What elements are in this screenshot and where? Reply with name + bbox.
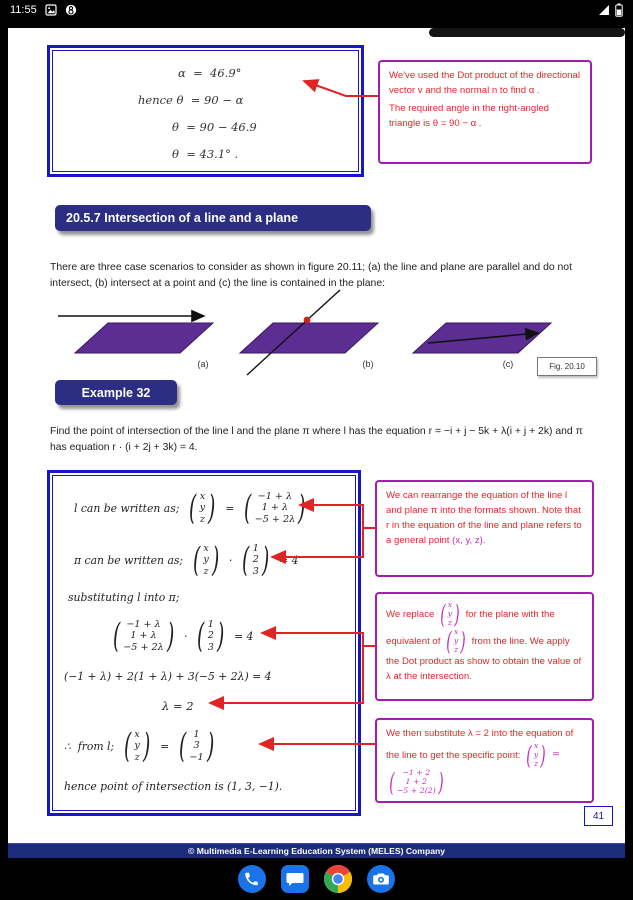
- vector-entry: x: [447, 600, 453, 609]
- app-notification-icon: [65, 4, 77, 16]
- paren-open-icon: (: [389, 767, 395, 797]
- vector-entry: z: [447, 617, 453, 627]
- vector-entry: 2: [207, 630, 214, 642]
- paren-close-icon: ): [540, 740, 546, 770]
- paren-close-icon: ): [206, 726, 214, 766]
- note-rearrange-equations: [375, 480, 594, 577]
- column-vector-xyz: [438, 601, 462, 628]
- note-text: for the plane with the equivalent of: [386, 608, 555, 647]
- intro-paragraph: There are three case scenarios to consider as shown in figure 20.11; (a) the line and plane are parallel and do not intersect, (b) intersect at a point and (c) the line is contained in the plane:: [50, 262, 572, 289]
- plane-a: [75, 323, 213, 353]
- math-line: λ = 2: [162, 699, 194, 713]
- vector-entry: 1 + 2: [405, 776, 427, 786]
- solution-line-substitute: [68, 591, 179, 604]
- vector-entry: x: [533, 740, 539, 750]
- paren-open-icon: (: [440, 599, 446, 629]
- paren-close-icon: ): [216, 616, 225, 656]
- status-right: [598, 3, 623, 17]
- vector-entry: −1: [189, 751, 204, 763]
- math-line: α = 46.9°: [178, 66, 242, 80]
- vector-entry: z: [203, 565, 209, 577]
- signal-icon: [598, 4, 610, 16]
- math-label: substituting l into π;: [68, 591, 180, 604]
- footer-text: © Multimedia E-Learning Education System (MELES) Company: [187, 846, 445, 856]
- note-text: We replace: [386, 608, 438, 620]
- dock: [0, 858, 633, 900]
- equals-four: = 4: [279, 553, 299, 567]
- figure-label-b: (b): [362, 359, 374, 369]
- paren-open-icon: (: [124, 726, 132, 766]
- equals-sign: =: [552, 748, 561, 760]
- solution-line-conclusion: [64, 780, 282, 793]
- paren-open-icon: (: [242, 540, 250, 580]
- paren-close-icon: ): [211, 540, 220, 580]
- note-point: (x, y, z).: [452, 534, 486, 546]
- dot-operator: ·: [184, 629, 188, 643]
- vector-entry: z: [134, 751, 140, 763]
- paren-open-icon: (: [244, 488, 252, 528]
- vector-entry: 1: [207, 619, 214, 631]
- math-line: hence point of intersection is (1, 3, −1).: [64, 780, 283, 793]
- clock: 11:55: [10, 4, 37, 16]
- status-bar: [0, 0, 633, 20]
- vector-entry: y: [447, 608, 453, 618]
- column-vector-xyz: [524, 742, 548, 769]
- dot-operator: ·: [229, 553, 233, 567]
- section-title: 20.5.7 Intersection of a line and a plane: [66, 211, 299, 225]
- vector-entry: x: [453, 626, 459, 636]
- vector-entry: x: [134, 729, 140, 741]
- messages-app-icon[interactable]: [280, 864, 310, 894]
- page-number-box: [584, 806, 613, 826]
- paren-close-icon: ): [460, 626, 466, 656]
- note-dot-product-angle: [378, 60, 592, 164]
- screenshot-notification-icon: [45, 4, 57, 16]
- vector-entry: 1 + λ: [130, 630, 157, 642]
- note-text: We then substitute λ = 2 into the equation of the line to get the specific point:: [386, 728, 574, 761]
- paren-open-icon: (: [446, 626, 452, 656]
- column-vector-result: [176, 726, 217, 766]
- equals-sign: =: [225, 501, 235, 515]
- math-line: (−1 + λ) + 2(1 + λ) + 3(−5 + 2λ) = 4: [64, 670, 272, 683]
- column-vector-normal: [194, 616, 227, 656]
- column-vector-line: [110, 616, 177, 656]
- battery-icon: [615, 3, 623, 17]
- paren-close-icon: ): [166, 616, 175, 656]
- paren-open-icon: (: [193, 540, 201, 580]
- solution-box: [47, 470, 361, 816]
- math-label: π can be written as;: [74, 553, 184, 567]
- vector-entry: 1: [193, 729, 200, 741]
- chrome-app-icon[interactable]: [323, 864, 353, 894]
- vector-entry: 3: [252, 565, 259, 577]
- vector-entry: z: [533, 758, 539, 768]
- paren-close-icon: ): [454, 599, 460, 629]
- column-vector-xyz: [121, 726, 153, 766]
- paren-close-icon: ): [261, 540, 270, 580]
- vector-entry: z: [199, 513, 205, 525]
- figure-label-a: (a): [197, 359, 209, 369]
- solution-line-point: [64, 726, 217, 766]
- vector-entry: x: [199, 491, 206, 503]
- vector-entry: −1 + 2: [402, 767, 431, 777]
- equals-four: = 4: [234, 629, 254, 643]
- vector-entry: y: [134, 740, 140, 752]
- vector-entry: 1: [252, 543, 259, 555]
- math-line: hence θ = 90 − α: [138, 93, 244, 107]
- intersection-point-dot: [304, 317, 311, 324]
- paren-open-icon: (: [526, 740, 532, 770]
- example-header: [55, 380, 177, 405]
- column-vector-xyz: [190, 540, 222, 580]
- note-text: We've used the Dot product of the directional vector v and the normal n to find α .: [389, 70, 580, 96]
- vector-entry: y: [203, 554, 209, 566]
- note-text: The required angle in the right-angled triangle is θ = 90 − α .: [389, 102, 550, 129]
- paren-close-icon: ): [208, 488, 216, 528]
- vector-entry: −5 + 2(2): [396, 785, 436, 795]
- paren-close-icon: ): [298, 488, 306, 528]
- vector-entry: −1 + λ: [126, 619, 161, 631]
- column-vector-final: [387, 769, 446, 796]
- column-vector-xyz: [186, 488, 218, 528]
- document-page: [8, 28, 625, 858]
- figure-caption: Fig. 20.10: [549, 362, 585, 371]
- status-left: [10, 4, 77, 16]
- paren-open-icon: (: [197, 616, 205, 656]
- paren-open-icon: (: [112, 616, 121, 656]
- paren-close-icon: ): [142, 726, 151, 766]
- note-text: from the line. We apply the Dot product as show to obtain the value of λ at the intersection.: [386, 635, 582, 682]
- example-title: Example 32: [81, 385, 151, 400]
- vector-entry: −1 + λ: [257, 491, 293, 503]
- math-label: ∴ from l;: [64, 739, 115, 753]
- phone-app-icon[interactable]: [237, 864, 267, 894]
- figure-line-plane-cases: [38, 283, 613, 383]
- math-line: θ = 43.1° .: [172, 147, 239, 161]
- vector-entry: −5 + 2λ: [123, 641, 164, 653]
- vector-entry: x: [203, 543, 209, 555]
- vector-entry: −5 + 2λ: [254, 513, 296, 525]
- vector-entry: y: [199, 502, 206, 514]
- page-number: 41: [592, 810, 605, 822]
- paren-close-icon: ): [437, 767, 444, 797]
- vector-entry: 3: [207, 641, 214, 653]
- note-substitute-lambda: [375, 718, 594, 803]
- footer-bar: [8, 843, 625, 858]
- column-vector-xyz: [444, 628, 468, 655]
- vector-entry: y: [453, 635, 459, 645]
- note-replace-and-dot-product: [375, 592, 594, 701]
- equals-sign: =: [160, 739, 170, 753]
- solution-line-pi: [74, 540, 299, 580]
- solution-line-expanded: [64, 670, 271, 683]
- paren-open-icon: (: [179, 726, 187, 766]
- solution-line-dot-product: [110, 616, 254, 656]
- vector-entry: z: [453, 644, 459, 654]
- plane-b: [240, 323, 378, 353]
- math-line: θ = 90 − 46.9: [172, 120, 257, 134]
- figure-caption-box: [537, 357, 597, 376]
- derivation-box: [47, 45, 364, 177]
- solution-line-l: [74, 488, 308, 528]
- vector-entry: y: [533, 749, 539, 759]
- math-label: l can be written as;: [74, 501, 180, 515]
- section-header: [55, 205, 371, 231]
- paren-open-icon: (: [189, 488, 197, 528]
- vector-entry: 1 + λ: [261, 502, 289, 514]
- column-vector-normal: [239, 540, 272, 580]
- figure-label-c: (c): [502, 359, 514, 369]
- vector-entry: 3: [193, 740, 200, 752]
- column-vector-line: [241, 488, 308, 528]
- problem-statement: Find the point of intersection of the line l and the plane π where l has the equation r = −i + j − 5k + λ(i + j + 2k) and π has equation r · (i + 2j + 3k) = 4.: [50, 426, 583, 453]
- scrollbar[interactable]: [429, 28, 625, 37]
- camera-app-icon[interactable]: [366, 864, 396, 894]
- solution-line-lambda: [162, 699, 194, 713]
- note-text: We can rearrange the equation of the line l and plane π into the formats shown. Note that r in the equation of the line and plane refers to a general point: [386, 490, 582, 546]
- vector-entry: 2: [252, 554, 259, 566]
